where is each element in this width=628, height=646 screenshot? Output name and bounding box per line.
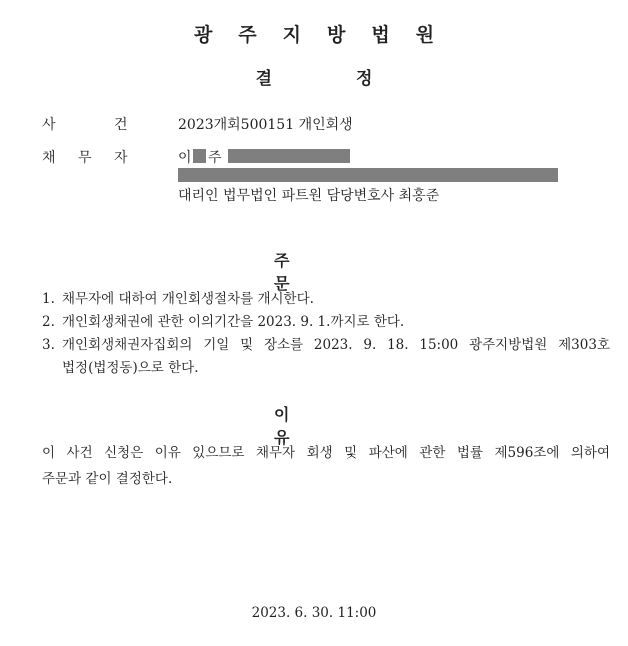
reason-text-line-1: 이 사건 신청은 이유 있으므로 채무자 회생 및 파산에 관한 법률 제596조에 의하여: [42, 445, 610, 461]
label-char: 건: [114, 117, 128, 133]
order-item-2: [42, 311, 610, 334]
order-text: 개인회생채권자집회의 기일 및 장소를 2023. 9. 18. 15:00 광주지방법원 제303호: [62, 337, 610, 353]
case-label: [42, 114, 132, 132]
court-name: 광주지방법원: [193, 24, 461, 46]
reason-text-line-2: 주문과 같이 결정한다.: [42, 471, 173, 487]
debtor-name-first: 이: [178, 150, 192, 166]
redaction-address: [178, 168, 558, 182]
reason-heading: 이유: [274, 405, 354, 447]
document-title: 결정: [255, 69, 457, 89]
debtor-agent: 대리인 법무법인 파트원 담당변호사 최홍준: [178, 188, 440, 204]
debtor-name: [178, 147, 578, 167]
order-number: 1.: [42, 291, 55, 307]
label-char: 자: [114, 150, 128, 166]
order-text-continued: 법정(법정동)으로 한다.: [62, 360, 199, 376]
case-number: 2023개회500151 개인회생: [178, 117, 353, 133]
order-number: 2.: [42, 314, 55, 330]
label-char: 사: [42, 117, 56, 133]
order-number: 3.: [42, 337, 55, 353]
debtor-name-second: 주: [208, 150, 222, 166]
debtor-label: [42, 147, 132, 165]
order-text: 채무자에 대하여 개인회생절차를 개시한다.: [62, 291, 314, 307]
order-text: 개인회생채권에 관한 이의기간을 2023. 9. 1.까지로 한다.: [62, 314, 405, 330]
order-item-1: [42, 288, 610, 311]
order-heading: 주문: [274, 251, 354, 293]
label-char: 채: [42, 150, 56, 166]
redaction-block: [193, 149, 206, 163]
decision-date: 2023. 6. 30. 11:00: [251, 605, 377, 621]
order-item-3: [42, 334, 610, 380]
redaction-block: [228, 149, 350, 163]
label-char: 무: [78, 150, 92, 166]
